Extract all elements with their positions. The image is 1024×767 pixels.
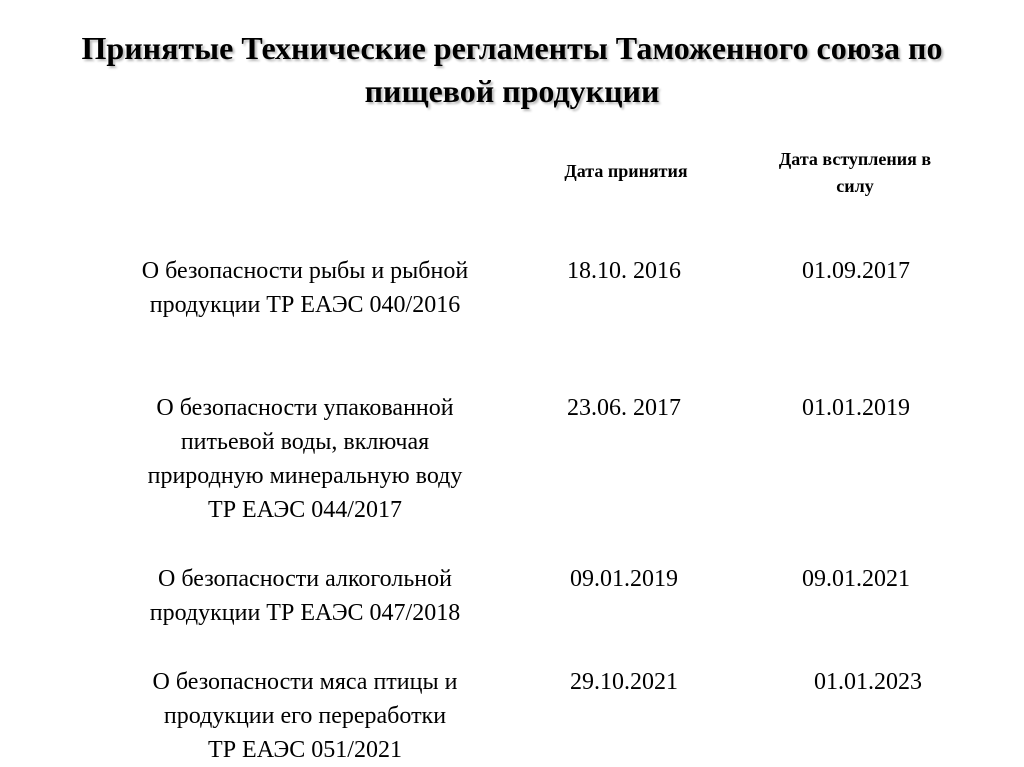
adoption-date: 23.06. 2017 — [567, 395, 681, 421]
effective-date: 01.01.2019 — [802, 395, 910, 421]
title-line-1: Принятые Технические регламенты Таможенного союза по — [81, 30, 943, 66]
regulation-name-line: ТР ЕАЭС 051/2021 — [208, 737, 402, 763]
effective-date: 01.01.2023 — [814, 669, 922, 695]
adoption-date: 09.01.2019 — [570, 566, 678, 592]
regulation-name-line: ТР ЕАЭС 044/2017 — [208, 497, 402, 523]
column-header-adoption-date — [526, 158, 726, 185]
effective-date: 01.09.2017 — [802, 258, 910, 284]
regulation-name-line: продукции ТР ЕАЭС 047/2018 — [149, 600, 461, 626]
effective-date: 09.01.2021 — [802, 566, 910, 592]
column-header-effective-line-2: силу — [836, 176, 874, 196]
regulation-name-line: О безопасности рыбы и рыбной — [141, 258, 469, 284]
regulation-name-line: О безопасности упакованной — [156, 395, 454, 421]
adoption-date: 18.10. 2016 — [567, 258, 681, 284]
regulation-name — [60, 665, 550, 767]
regulation-name-line: О безопасности мяса птицы и — [152, 669, 458, 695]
adoption-date: 29.10.2021 — [570, 669, 678, 695]
regulation-name-line: продукции ТР ЕАЭС 040/2016 — [149, 292, 461, 318]
column-header-adoption-label: Дата принятия — [564, 161, 688, 181]
title-line-2: пищевой продукции — [364, 73, 660, 109]
page-title — [40, 27, 984, 113]
column-header-effective-line-1: Дата вступления в — [778, 149, 932, 169]
regulation-name-line: природную минеральную воду — [147, 463, 463, 489]
column-header-effective-date — [730, 146, 980, 200]
regulation-name-line: продукции его переработки — [163, 703, 447, 729]
regulation-name — [60, 254, 550, 322]
regulation-name — [60, 391, 550, 527]
regulation-name — [60, 562, 550, 630]
regulation-name-line: О безопасности алкогольной — [158, 566, 452, 592]
regulation-name-line: питьевой воды, включая — [180, 429, 430, 455]
